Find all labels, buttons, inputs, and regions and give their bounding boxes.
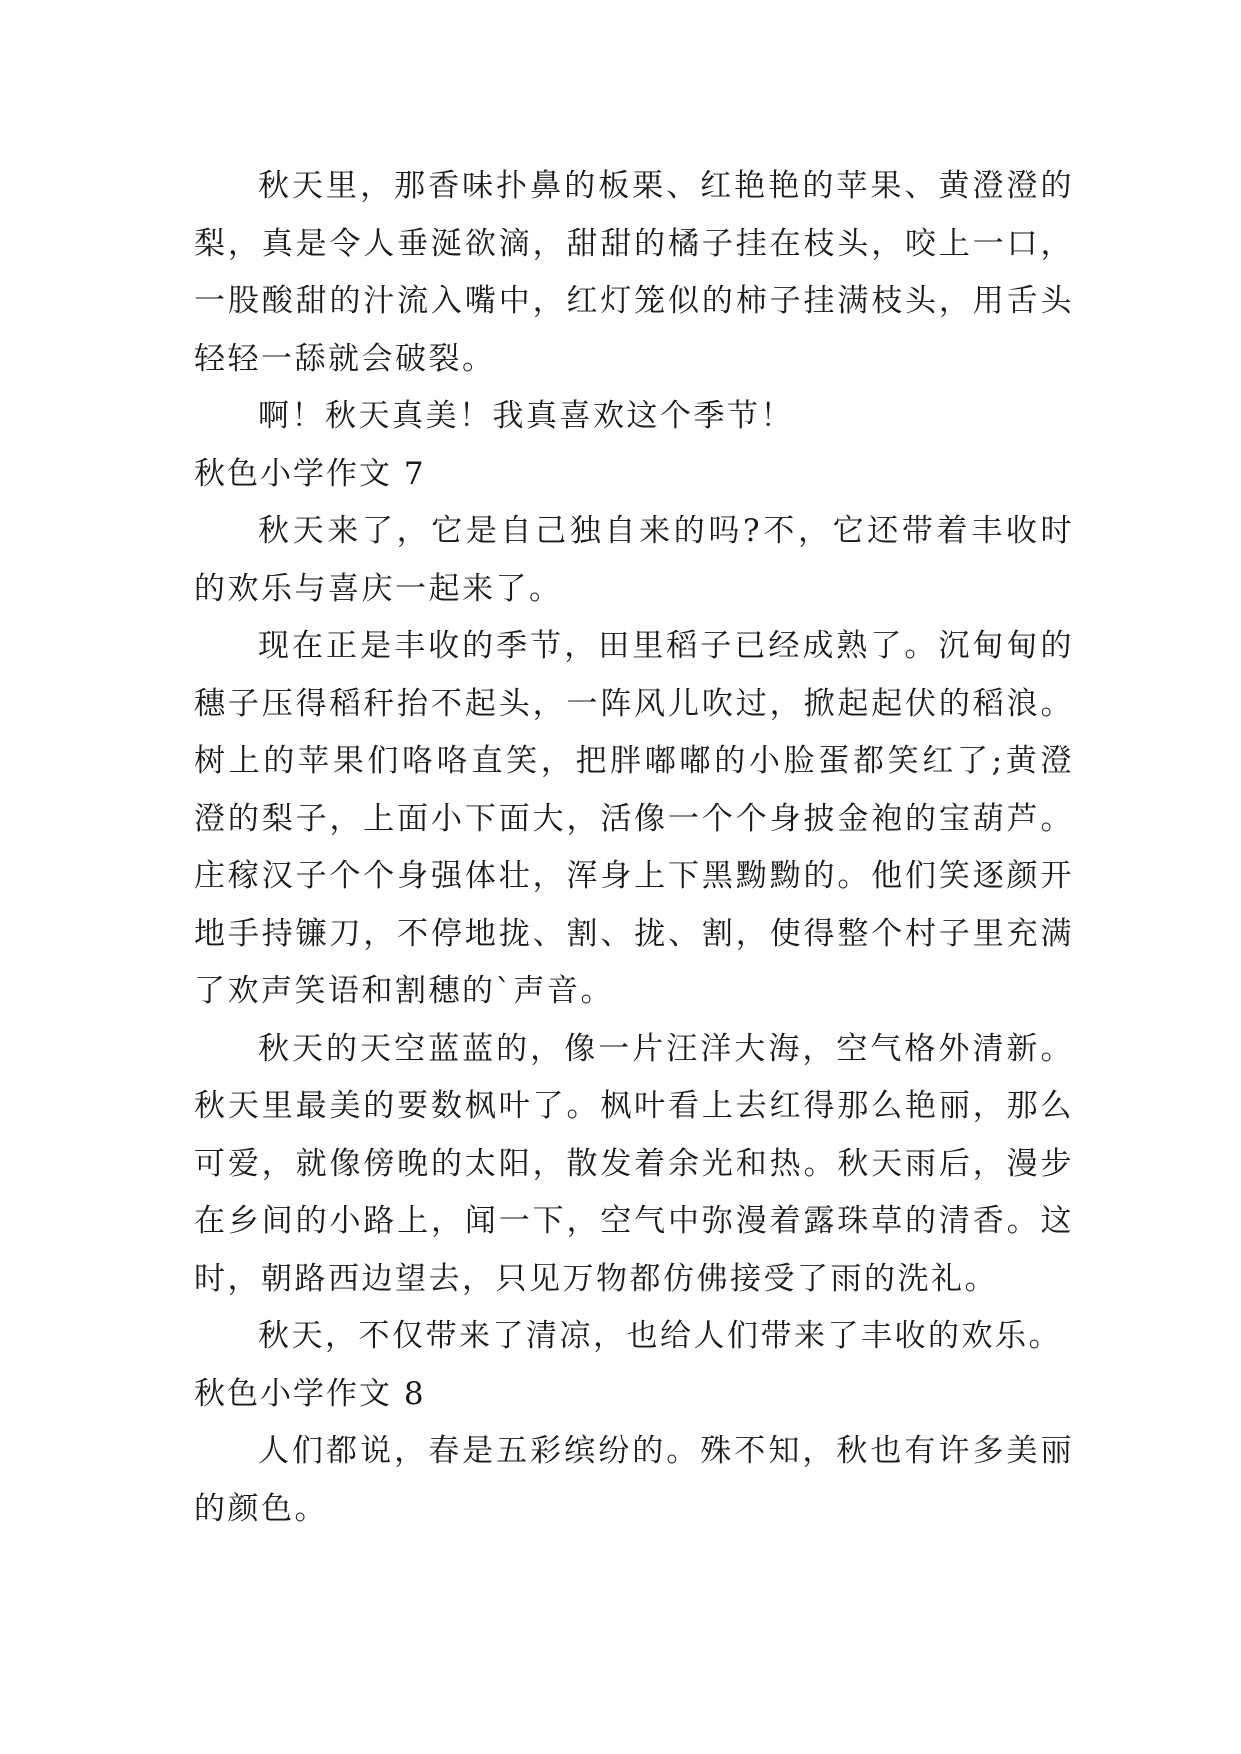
paragraph-autumn-sky: 秋天的天空蓝蓝的，像一片汪洋大海，空气格外清新。秋天里最美的要数枫叶了。枫叶看上去红得那么艳丽，那么可爱，就像傍晚的太阳，散发着余光和热。秋天雨后，漫步在乡间的小路上，闻一下，空气中弥漫着露珠草的清香。这时，朝路西边望去，只见万物都仿佛接受了雨的洗礼。 (194, 1030, 1074, 1297)
paragraph-autumn-fruits: 秋天里，那香味扑鼻的板栗、红艳艳的苹果、黄澄澄的梨，真是令人垂涎欲滴，甜甜的橘子挂在枝头，咬上一口，一股酸甜的汁流入嘴中，红灯笼似的柿子挂满枝头，用舌头轻轻一舔就会破裂。 (194, 168, 1074, 377)
paragraph-autumn-exclaim: 啊！秋天真美！我真喜欢这个季节！ (258, 398, 794, 434)
paragraph-harvest-season: 现在正是丰收的季节，田里稻子已经成熟了。沉甸甸的穗子压得稻秆抬不起头，一阵风儿吹过，掀起起伏的稻浪。树上的苹果们咯咯直笑，把胖嘟嘟的小脸蛋都笑红了;黄澄澄的梨子，上面小下面大，活像一个个身披金袍的宝葫芦。庄稼汉子个个身强体壮，浑身上下黑黝黝的。他们笑逐颜开地手持镰刀，不停地拢、割、拢、割，使得整个村子里充满了欢声笑语和割穗的`声音。 (194, 628, 1074, 1009)
essay-heading-7: 秋色小学作文 7 (194, 455, 426, 492)
paragraph-autumn-joy: 秋天，不仅带来了清凉，也给人们带来了丰收的欢乐。 (258, 1318, 1062, 1354)
essay-heading-8: 秋色小学作文 8 (194, 1375, 426, 1412)
essay-body (194, 158, 1074, 1538)
paragraph-autumn-colors: 人们都说，春是五彩缤纷的。殊不知，秋也有许多美丽的颜色。 (194, 1433, 1074, 1527)
paragraph-autumn-arrives: 秋天来了，它是自己独自来的吗?不，它还带着丰收时的欢乐与喜庆一起来了。 (194, 513, 1074, 607)
